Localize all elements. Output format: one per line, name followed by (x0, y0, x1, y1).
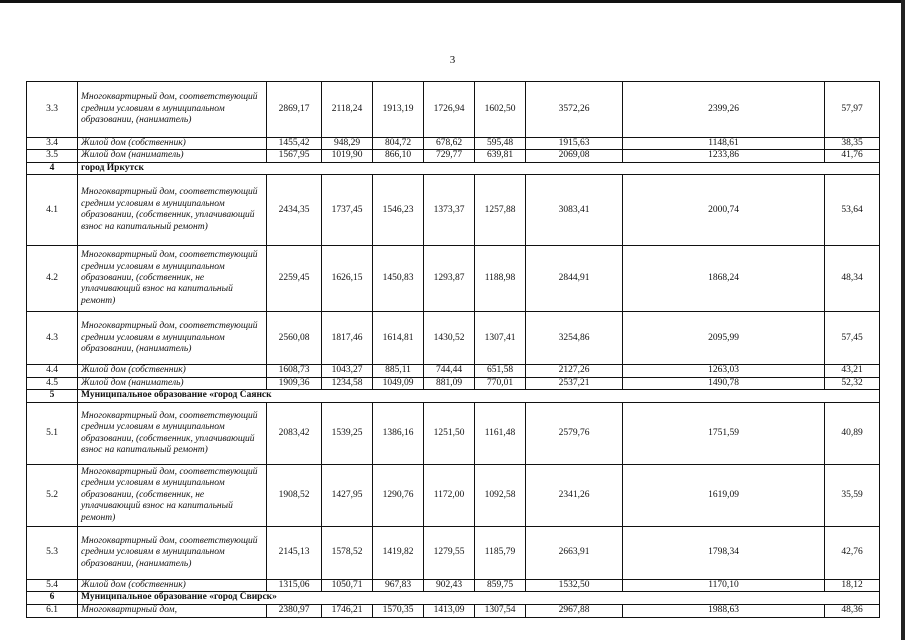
value-cell: 2579,76 (526, 403, 623, 465)
value-cell: 1909,36 (267, 377, 322, 389)
value-cell: 48,36 (825, 604, 880, 617)
row-number: 6.1 (27, 604, 78, 617)
value-cell: 1234,58 (322, 377, 373, 389)
value-cell: 1188,98 (475, 246, 526, 312)
scan-border-top (0, 0, 905, 3)
value-cell: 38,35 (825, 138, 880, 150)
value-cell: 1257,88 (475, 175, 526, 246)
value-cell: 18,12 (825, 580, 880, 592)
value-cell: 1450,83 (373, 246, 424, 312)
value-cell: 1233,86 (623, 150, 825, 162)
value-cell: 57,97 (825, 82, 880, 138)
value-cell: 1908,52 (267, 465, 322, 527)
value-cell: 1532,50 (526, 580, 623, 592)
housing-description: Многоквартирный дом, соответствующий средним условиям в муниципальном образовании, (собственник, уплачивающий взнос на капитальный ремонт) (78, 175, 267, 246)
section-row (27, 162, 880, 174)
value-cell: 2069,08 (526, 150, 623, 162)
table-row (27, 580, 880, 592)
row-number: 3.4 (27, 138, 78, 150)
row-number: 6 (27, 592, 78, 604)
table-row (27, 403, 880, 465)
housing-description: Жилой дом (собственник) (78, 365, 267, 377)
value-cell: 43,21 (825, 365, 880, 377)
table-row (27, 365, 880, 377)
value-cell: 1913,19 (373, 82, 424, 138)
table-row (27, 82, 880, 138)
value-cell: 1413,09 (424, 604, 475, 617)
value-cell: 1602,50 (475, 82, 526, 138)
value-cell: 1307,54 (475, 604, 526, 617)
value-cell: 2663,91 (526, 527, 623, 580)
value-cell: 1386,16 (373, 403, 424, 465)
row-number: 5.2 (27, 465, 78, 527)
value-cell: 42,76 (825, 527, 880, 580)
value-cell: 902,43 (424, 580, 475, 592)
value-cell: 1915,63 (526, 138, 623, 150)
table-row (27, 465, 880, 527)
housing-description: Многоквартирный дом, соответствующий средним условиям в муниципальном образовании, (собственник, уплачивающий взнос на капитальный ремонт) (78, 403, 267, 465)
value-cell: 2127,26 (526, 365, 623, 377)
table-row (27, 138, 880, 150)
table-row (27, 527, 880, 580)
section-title: Муниципальное образование «город Саянск (78, 390, 880, 403)
row-number: 5.3 (27, 527, 78, 580)
housing-description: Жилой дом (наниматель) (78, 377, 267, 389)
table-row (27, 175, 880, 246)
value-cell: 2399,26 (623, 82, 825, 138)
value-cell: 1092,58 (475, 465, 526, 527)
value-cell: 859,75 (475, 580, 526, 592)
value-cell: 804,72 (373, 138, 424, 150)
value-cell: 885,11 (373, 365, 424, 377)
value-cell: 866,10 (373, 150, 424, 162)
value-cell: 1539,25 (322, 403, 373, 465)
row-number: 4.3 (27, 312, 78, 365)
value-cell: 2259,45 (267, 246, 322, 312)
value-cell: 2145,13 (267, 527, 322, 580)
value-cell: 48,34 (825, 246, 880, 312)
table-row (27, 604, 880, 617)
value-cell: 1427,95 (322, 465, 373, 527)
value-cell: 1148,61 (623, 138, 825, 150)
value-cell: 1614,81 (373, 312, 424, 365)
table-row (27, 246, 880, 312)
value-cell: 1043,27 (322, 365, 373, 377)
table-row (27, 312, 880, 365)
value-cell: 1185,79 (475, 527, 526, 580)
value-cell: 52,32 (825, 377, 880, 389)
value-cell: 1626,15 (322, 246, 373, 312)
value-cell: 1546,23 (373, 175, 424, 246)
row-number: 3.5 (27, 150, 78, 162)
value-cell: 1172,00 (424, 465, 475, 527)
housing-description: Многоквартирный дом, соответствующий средним условиям в муниципальном образовании, (собственник, не уплачивающий взнос на капитальный ремонт) (78, 465, 267, 527)
row-number: 4.5 (27, 377, 78, 389)
value-cell: 1746,21 (322, 604, 373, 617)
housing-description: Жилой дом (собственник) (78, 138, 267, 150)
value-cell: 1251,50 (424, 403, 475, 465)
value-cell: 2095,99 (623, 312, 825, 365)
tariff-table (26, 81, 880, 618)
value-cell: 1019,90 (322, 150, 373, 162)
value-cell: 595,48 (475, 138, 526, 150)
value-cell: 2537,21 (526, 377, 623, 389)
value-cell: 3572,26 (526, 82, 623, 138)
value-cell: 639,81 (475, 150, 526, 162)
scan-border-right (901, 0, 905, 640)
value-cell: 881,09 (424, 377, 475, 389)
value-cell: 1170,10 (623, 580, 825, 592)
housing-description: Многоквартирный дом, соответствующий средним условиям в муниципальном образовании, (собственник, не уплачивающий взнос на капитальный ремонт) (78, 246, 267, 312)
row-number: 4.1 (27, 175, 78, 246)
value-cell: 2380,97 (267, 604, 322, 617)
value-cell: 2118,24 (322, 82, 373, 138)
row-number: 5.1 (27, 403, 78, 465)
value-cell: 2844,91 (526, 246, 623, 312)
value-cell: 40,89 (825, 403, 880, 465)
value-cell: 770,01 (475, 377, 526, 389)
value-cell: 729,77 (424, 150, 475, 162)
value-cell: 1570,35 (373, 604, 424, 617)
section-row (27, 390, 880, 403)
value-cell: 2434,35 (267, 175, 322, 246)
value-cell: 1419,82 (373, 527, 424, 580)
row-number: 5.4 (27, 580, 78, 592)
section-title: город Иркутск (78, 162, 880, 174)
value-cell: 2869,17 (267, 82, 322, 138)
value-cell: 1608,73 (267, 365, 322, 377)
row-number: 4.4 (27, 365, 78, 377)
value-cell: 1737,45 (322, 175, 373, 246)
value-cell: 1307,41 (475, 312, 526, 365)
row-number: 4 (27, 162, 78, 174)
value-cell: 53,64 (825, 175, 880, 246)
row-number: 4.2 (27, 246, 78, 312)
value-cell: 35,59 (825, 465, 880, 527)
housing-description: Многоквартирный дом, соответствующий средним условиям в муниципальном образовании, (наниматель) (78, 312, 267, 365)
value-cell: 1279,55 (424, 527, 475, 580)
value-cell: 1751,59 (623, 403, 825, 465)
housing-description: Многоквартирный дом, соответствующий средним условиям в муниципальном образовании, (наниматель) (78, 527, 267, 580)
value-cell: 1293,87 (424, 246, 475, 312)
value-cell: 1868,24 (623, 246, 825, 312)
value-cell: 1290,76 (373, 465, 424, 527)
value-cell: 2000,74 (623, 175, 825, 246)
value-cell: 1578,52 (322, 527, 373, 580)
value-cell: 2341,26 (526, 465, 623, 527)
value-cell: 1373,37 (424, 175, 475, 246)
page-number: 3 (449, 54, 456, 66)
value-cell: 1430,52 (424, 312, 475, 365)
value-cell: 651,58 (475, 365, 526, 377)
housing-description: Многоквартирный дом, (78, 604, 267, 617)
value-cell: 41,76 (825, 150, 880, 162)
value-cell: 678,62 (424, 138, 475, 150)
value-cell: 2967,88 (526, 604, 623, 617)
value-cell: 2560,08 (267, 312, 322, 365)
value-cell: 744,44 (424, 365, 475, 377)
value-cell: 3254,86 (526, 312, 623, 365)
row-number: 5 (27, 390, 78, 403)
value-cell: 57,45 (825, 312, 880, 365)
housing-description: Жилой дом (наниматель) (78, 150, 267, 162)
value-cell: 1315,06 (267, 580, 322, 592)
value-cell: 1050,71 (322, 580, 373, 592)
value-cell: 3083,41 (526, 175, 623, 246)
value-cell: 967,83 (373, 580, 424, 592)
value-cell: 1726,94 (424, 82, 475, 138)
value-cell: 1567,95 (267, 150, 322, 162)
table-body (27, 82, 880, 618)
value-cell: 1455,42 (267, 138, 322, 150)
value-cell: 2083,42 (267, 403, 322, 465)
value-cell: 948,29 (322, 138, 373, 150)
value-cell: 1490,78 (623, 377, 825, 389)
value-cell: 1988,63 (623, 604, 825, 617)
housing-description: Жилой дом (собственник) (78, 580, 267, 592)
section-title: Муниципальное образование «город Свирск» (78, 592, 880, 604)
value-cell: 1798,34 (623, 527, 825, 580)
section-row (27, 592, 880, 604)
value-cell: 1263,03 (623, 365, 825, 377)
value-cell: 1161,48 (475, 403, 526, 465)
table-row (27, 150, 880, 162)
row-number: 3.3 (27, 82, 78, 138)
value-cell: 1619,09 (623, 465, 825, 527)
table-row (27, 377, 880, 389)
value-cell: 1049,09 (373, 377, 424, 389)
value-cell: 1817,46 (322, 312, 373, 365)
housing-description: Многоквартирный дом, соответствующий средним условиям в муниципальном образовании, (наниматель) (78, 82, 267, 138)
